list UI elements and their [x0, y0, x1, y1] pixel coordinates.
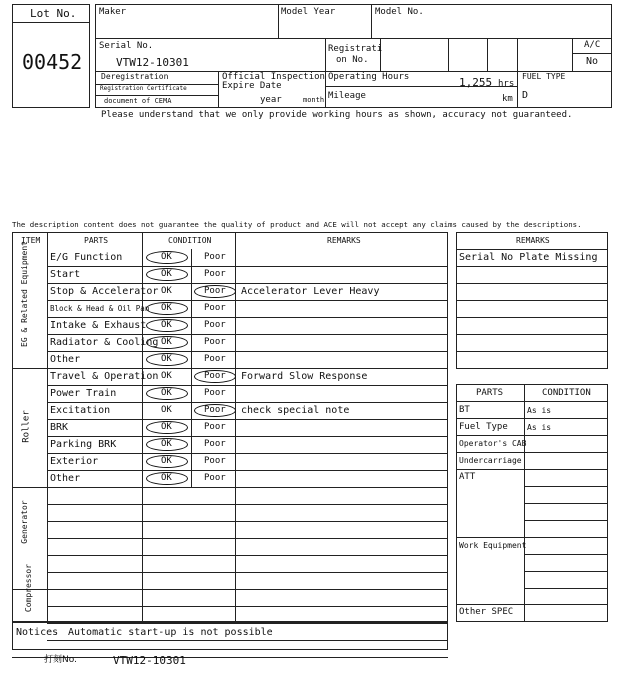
ok-option: OK: [161, 286, 172, 296]
ok-option: OK: [161, 405, 172, 415]
part-label: Exterior: [50, 456, 99, 467]
poor-option: Poor: [204, 303, 226, 313]
part-label: Start: [50, 269, 81, 280]
registration-certificate-label: Registration Certificate: [100, 85, 187, 92]
inspection-label-1: Official Inspection: [222, 72, 325, 82]
ok-selected-circle: [146, 438, 188, 451]
year-label: year: [260, 95, 282, 105]
ok-option: OK: [161, 422, 172, 432]
fuel-type-row-label: Fuel Type: [459, 422, 508, 432]
poor-option: Poor: [204, 354, 226, 364]
fuel-type-label: FUEL TYPE: [522, 72, 566, 81]
group-label-roller: Roller: [21, 410, 32, 443]
registration-label-1: Registrati: [328, 44, 383, 54]
ok-selected-circle: [146, 455, 188, 468]
poor-option: Poor: [204, 286, 226, 296]
notices-text: Automatic start-up is not possible: [68, 627, 273, 638]
ok-selected-circle: [146, 472, 188, 485]
right-condition-header: CONDITION: [542, 388, 591, 398]
poor-selected-circle: [194, 404, 236, 417]
ac-label: A/C: [584, 40, 601, 50]
ok-option: OK: [161, 439, 172, 449]
lot-label: Lot No.: [30, 7, 77, 20]
ok-option: OK: [161, 354, 172, 364]
serial-label: Serial No.: [99, 41, 154, 51]
bt-label: BT: [459, 405, 470, 415]
part-label: BRK: [50, 422, 69, 433]
inspection-label-2: Expire Date: [222, 81, 282, 91]
serial-value: VTW12-10301: [116, 56, 189, 69]
mileage-label: Mileage: [328, 91, 366, 101]
notices-label: Notices: [16, 627, 59, 638]
ok-option: OK: [161, 371, 172, 381]
group-label-generator: Generator: [20, 500, 29, 544]
ok-option: OK: [161, 456, 172, 466]
ok-option: OK: [161, 252, 172, 262]
remarks-header: REMARKS: [327, 236, 361, 245]
bt-value: As is: [527, 406, 552, 415]
operating-hours-label: Operating Hours: [328, 72, 410, 82]
poor-selected-circle: [194, 285, 236, 298]
lot-number: 00452: [22, 50, 83, 74]
part-label: E/G Function: [50, 252, 123, 263]
fuel-type-row-value: As is: [527, 423, 552, 432]
registration-label-2: on No.: [336, 55, 369, 65]
part-label: Excitation: [50, 405, 111, 416]
ok-selected-circle: [146, 421, 188, 434]
ok-option: OK: [161, 388, 172, 398]
ok-option: OK: [161, 269, 172, 279]
remark-text: Forward Slow Response: [241, 371, 368, 382]
group-label-compressor: Compressor: [24, 563, 33, 613]
undercarriage-label: Undercarriage: [459, 456, 522, 465]
ok-selected-circle: [146, 319, 188, 332]
right-remarks-line1: Serial No Plate Missing: [459, 252, 598, 263]
poor-option: Poor: [204, 269, 226, 279]
poor-option: Poor: [204, 456, 226, 466]
parts-header: PARTS: [84, 236, 109, 245]
remark-text: check special note: [241, 405, 350, 416]
poor-option: Poor: [204, 388, 226, 398]
ok-option: OK: [161, 337, 172, 347]
right-remarks-header: REMARKS: [516, 236, 550, 245]
other-spec-label: Other SPEC: [459, 607, 514, 617]
model-year-label: Model Year: [281, 7, 336, 17]
group-label-eg: EG & Related Equipment: [20, 241, 29, 347]
poor-selected-circle: [194, 370, 236, 383]
hrs-label: hrs: [498, 79, 515, 89]
right-parts-header: PARTS: [476, 388, 504, 398]
part-label: Other: [50, 354, 81, 365]
poor-option: Poor: [204, 473, 226, 483]
condition-header: CONDITION: [168, 236, 212, 245]
maker-label: Maker: [99, 7, 127, 17]
part-label: Intake & Exhaust: [50, 320, 147, 331]
part-label: Stop & Accelerator: [50, 286, 159, 297]
ok-option: OK: [161, 320, 172, 330]
ok-selected-circle: [146, 387, 188, 400]
part-label: Travel & Operation: [50, 371, 159, 382]
ok-option: OK: [161, 473, 172, 483]
fuel-type-value: D: [522, 90, 529, 101]
poor-option: Poor: [204, 320, 226, 330]
part-label: Other: [50, 473, 81, 484]
item-header: ITEM: [21, 236, 41, 245]
poor-option: Poor: [204, 252, 226, 262]
remark-text: Accelerator Lever Heavy: [241, 286, 380, 297]
description-disclaimer: The description content does not guarantee the quality of product and ACE will not accept any claims caused by the descriptions.: [12, 220, 582, 229]
poor-option: Poor: [204, 371, 226, 381]
ac-value: No: [586, 56, 599, 67]
ok-selected-circle: [146, 302, 188, 315]
stamp-value: VTW12-10301: [113, 654, 186, 667]
hours-disclaimer: Please understand that we only provide working hours as shown, accuracy not guaranteed.: [101, 110, 573, 120]
att-label: ATT: [459, 472, 476, 482]
operator-cab-label: Operator's CAB: [459, 439, 527, 448]
cema-label: document of CEMA: [104, 97, 172, 105]
km-label: km: [502, 94, 513, 104]
poor-option: Poor: [204, 337, 226, 347]
ok-option: OK: [161, 303, 172, 313]
month-label: month: [303, 96, 325, 104]
part-label: Power Train: [50, 388, 117, 399]
part-label: Parking BRK: [50, 439, 117, 450]
ok-selected-circle: [146, 251, 188, 264]
ok-selected-circle: [146, 336, 188, 349]
poor-option: Poor: [204, 439, 226, 449]
part-label: Block & Head & Oil Pan: [50, 304, 150, 313]
operating-hours-value: 1,255: [459, 76, 493, 89]
ok-selected-circle: [146, 268, 188, 281]
part-label: Radiator & Cooling: [50, 337, 159, 348]
poor-option: Poor: [204, 405, 226, 415]
stamp-label: 打刻No.: [44, 655, 77, 665]
poor-option: Poor: [204, 422, 226, 432]
ok-selected-circle: [146, 353, 188, 366]
deregistration-label: Deregistration: [101, 72, 169, 81]
work-equipment-label: Work Equipment: [459, 541, 527, 550]
model-no-label: Model No.: [375, 7, 424, 17]
